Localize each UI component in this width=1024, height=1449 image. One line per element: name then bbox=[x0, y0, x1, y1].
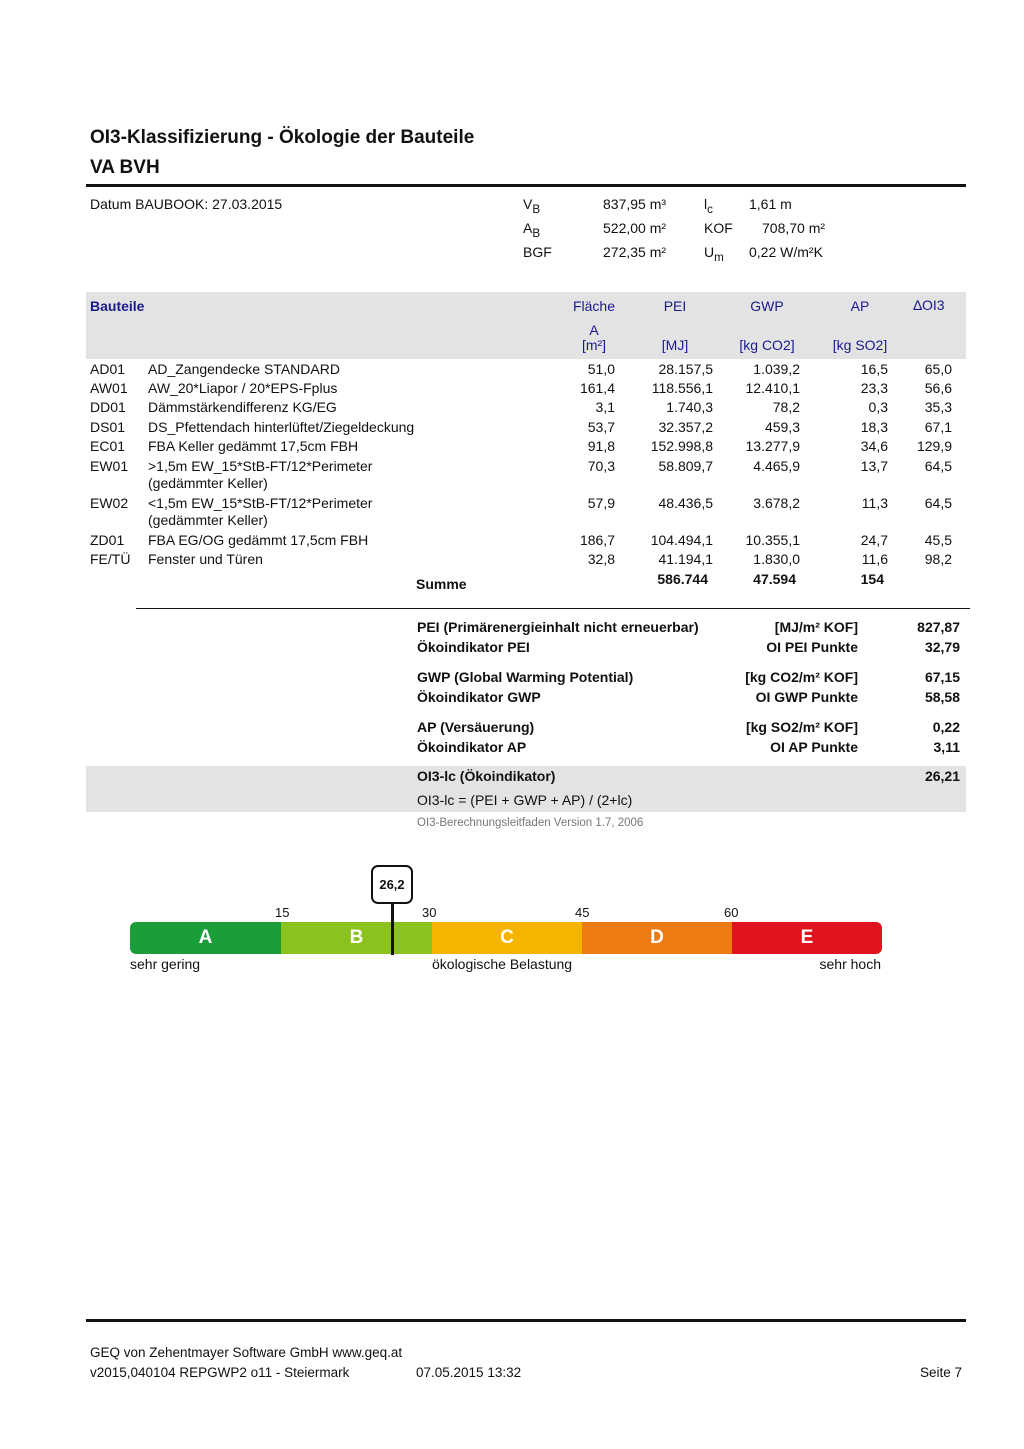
row-flaeche: 53,7 bbox=[587, 419, 615, 435]
um-label: $U_m$ bbox=[704, 244, 724, 264]
bgf-value: 272,35 m² bbox=[603, 244, 667, 260]
footer-date: 07.05.2015 13:32 bbox=[416, 1365, 522, 1380]
row-code: ZD01 bbox=[90, 532, 125, 548]
row-code: AD01 bbox=[90, 361, 126, 377]
kof-value: 708,70 m² bbox=[762, 220, 826, 236]
row-name: AD_Zangendecke STANDARD bbox=[148, 361, 340, 377]
indicator-unit: [kg SO2/m² KOF] bbox=[745, 719, 858, 735]
row-code: EC01 bbox=[90, 438, 126, 454]
header-flaeche-a: A bbox=[589, 322, 599, 338]
row-delta-oi3: 64,5 bbox=[924, 458, 952, 474]
row-flaeche: 70,3 bbox=[587, 458, 615, 474]
row-ap: 34,6 bbox=[860, 438, 888, 454]
row-name: Fenster und Türen bbox=[148, 551, 263, 567]
indicator-label: AP (Versäuerung) bbox=[417, 719, 535, 735]
oekoindikator-label: Ökoindikator GWP bbox=[417, 689, 541, 705]
row-flaeche: 161,4 bbox=[579, 380, 615, 396]
tick-15: 15 bbox=[275, 905, 290, 920]
row-ap: 11,6 bbox=[861, 551, 888, 567]
kof-label: KOF bbox=[704, 220, 733, 236]
scale-low-label: sehr gering bbox=[130, 956, 201, 972]
header-gwp: GWP bbox=[750, 298, 784, 314]
oekoindikator-unit: OI PEI Punkte bbox=[766, 639, 858, 655]
row-delta-oi3: 98,2 bbox=[924, 551, 952, 567]
row-name: FBA EG/OG gedämmt 17,5cm FBH bbox=[148, 532, 369, 548]
summe-label: Summe bbox=[416, 576, 467, 592]
row-pei: 1.740,3 bbox=[666, 399, 713, 415]
row-pei: 28.157,5 bbox=[658, 361, 713, 377]
bgf-label: BGF bbox=[523, 244, 552, 260]
class-e-segment: E bbox=[732, 922, 882, 954]
row-code: DD01 bbox=[90, 399, 126, 415]
row-gwp: 12.410,1 bbox=[745, 380, 800, 396]
row-pei: 118.556,1 bbox=[651, 380, 713, 396]
summe-ap: 154 bbox=[860, 571, 884, 587]
row-delta-oi3: 65,0 bbox=[924, 361, 952, 377]
indicator-value: 67,15 bbox=[924, 669, 960, 685]
header-ap-unit: [kg SO2] bbox=[832, 337, 888, 353]
footer-version: v2015,040104 REPGWP2 o11 - Steiermark bbox=[90, 1365, 350, 1380]
ab-value: 522,00 m² bbox=[603, 220, 667, 236]
summe-pei: 586.744 bbox=[657, 571, 708, 587]
header-flaeche-unit: [m²] bbox=[581, 337, 607, 353]
vb-label: $V_B$ bbox=[523, 196, 541, 216]
indicator-value: 827,87 bbox=[917, 619, 960, 635]
indicator-unit: [MJ/m² KOF] bbox=[774, 619, 858, 635]
scale-mid-label: ökologische Belastung bbox=[432, 956, 573, 972]
row-gwp: 13.277,9 bbox=[745, 438, 800, 454]
row-flaeche: 91,8 bbox=[587, 438, 615, 454]
oekoindikator-value: 3,11 bbox=[933, 739, 960, 755]
title-rule bbox=[86, 184, 966, 187]
row-pei: 152.998,8 bbox=[650, 438, 713, 454]
row-gwp: 3.678,2 bbox=[753, 495, 800, 511]
tick-30: 30 bbox=[422, 905, 437, 920]
ab-label: $A_B$ bbox=[523, 220, 541, 240]
row-ap: 18,3 bbox=[860, 419, 888, 435]
vb-value: 837,95 m³ bbox=[603, 196, 667, 212]
um-value: 0,22 W/m²K bbox=[749, 244, 823, 260]
oi3-label: OI3-lc (Ökoindikator) bbox=[417, 768, 556, 784]
row-delta-oi3: 129,9 bbox=[916, 438, 952, 454]
row-name-continued: (gedämmter Keller) bbox=[148, 475, 268, 491]
page-subtitle: VA BVH bbox=[90, 157, 160, 178]
header-ap: AP bbox=[850, 298, 870, 314]
row-pei: 58.809,7 bbox=[658, 458, 713, 474]
row-flaeche: 3,1 bbox=[595, 399, 615, 415]
class-d-segment: D bbox=[582, 922, 732, 954]
row-ap: 24,7 bbox=[860, 532, 888, 548]
oekoindikator-label: Ökoindikator PEI bbox=[417, 639, 530, 655]
indicator-label: PEI (Primärenergieinhalt nicht erneuerbar) bbox=[417, 619, 699, 635]
row-name: AW_20*Liapor / 20*EPS-Fplus bbox=[148, 380, 338, 396]
row-delta-oi3: 67,1 bbox=[924, 419, 952, 435]
footer-company: GEQ von Zehentmayer Software GmbH www.geq.at bbox=[90, 1345, 403, 1360]
row-ap: 16,5 bbox=[860, 361, 888, 377]
row-flaeche: 32,8 bbox=[587, 551, 615, 567]
row-delta-oi3: 64,5 bbox=[924, 495, 952, 511]
row-name: FBA Keller gedämmt 17,5cm FBH bbox=[148, 438, 359, 454]
header-flaeche: Fläche bbox=[572, 298, 616, 314]
tick-60: 60 bbox=[724, 905, 739, 920]
row-pei: 48.436,5 bbox=[658, 495, 713, 511]
oi3-value: 26,21 bbox=[924, 768, 960, 784]
lc-value: 1,61 m bbox=[749, 196, 792, 212]
row-flaeche: 186,7 bbox=[579, 532, 615, 548]
row-ap: 13,7 bbox=[860, 458, 888, 474]
row-gwp: 4.465,9 bbox=[753, 458, 800, 474]
row-code: FE/TÜ bbox=[90, 551, 131, 567]
oekoindikator-label: Ökoindikator AP bbox=[417, 739, 527, 755]
class-a-segment: A bbox=[130, 922, 281, 954]
oi3-formula: OI3-lc = (PEI + GWP + AP) / (2+lc) bbox=[417, 792, 633, 808]
datum: Datum BAUBOOK: 27.03.2015 bbox=[90, 196, 283, 212]
header-gwp-unit: [kg CO2] bbox=[739, 337, 795, 353]
row-delta-oi3: 45,5 bbox=[924, 532, 952, 548]
row-name: Dämmstärkendifferenz KG/EG bbox=[148, 399, 337, 415]
row-gwp: 1.830,0 bbox=[753, 551, 800, 567]
row-delta-oi3: 35,3 bbox=[924, 399, 952, 415]
row-pei: 104.494,1 bbox=[650, 532, 713, 548]
row-code: AW01 bbox=[90, 380, 128, 396]
row-ap: 23,3 bbox=[860, 380, 888, 396]
row-code: EW01 bbox=[90, 458, 129, 474]
indicator-unit: [kg CO2/m² KOF] bbox=[745, 669, 858, 685]
row-ap: 11,3 bbox=[861, 495, 888, 511]
oekoindikator-unit: OI AP Punkte bbox=[770, 739, 858, 755]
row-code: EW02 bbox=[90, 495, 129, 511]
class-b-segment: B bbox=[281, 922, 432, 954]
row-name: DS_Pfettendach hinterlüftet/Ziegeldeckung bbox=[148, 419, 415, 435]
row-code: DS01 bbox=[90, 419, 126, 435]
header-bauteile: Bauteile bbox=[90, 298, 145, 314]
header-delta-oi3: ∆OI3 bbox=[913, 297, 945, 313]
indicator-value: 0,22 bbox=[932, 719, 960, 735]
tick-45: 45 bbox=[575, 905, 590, 920]
marker-badge: 26,2 bbox=[371, 865, 413, 904]
row-flaeche: 51,0 bbox=[587, 361, 615, 377]
row-name: >1,5m EW_15*StB-FT/12*Perimeter bbox=[148, 458, 373, 474]
row-flaeche: 57,9 bbox=[587, 495, 615, 511]
indicator-label: GWP (Global Warming Potential) bbox=[417, 669, 634, 685]
footer-rule bbox=[86, 1319, 966, 1322]
page-title: OI3-Klassifizierung - Ökologie der Bauteile bbox=[90, 127, 475, 148]
header-pei-unit: [MJ] bbox=[661, 337, 689, 353]
row-name-continued: (gedämmter Keller) bbox=[148, 512, 268, 528]
oekoindikator-value: 58,58 bbox=[924, 689, 960, 705]
class-c-segment: C bbox=[432, 922, 582, 954]
row-ap: 0,3 bbox=[868, 399, 888, 415]
oekoindikator-unit: OI GWP Punkte bbox=[755, 689, 858, 705]
row-gwp: 78,2 bbox=[772, 399, 800, 415]
row-pei: 32.357,2 bbox=[658, 419, 713, 435]
header-pei: PEI bbox=[663, 298, 687, 314]
row-gwp: 1.039,2 bbox=[753, 361, 800, 377]
row-pei: 41.194,1 bbox=[658, 551, 713, 567]
oekoindikator-value: 32,79 bbox=[924, 639, 960, 655]
row-gwp: 459,3 bbox=[764, 419, 800, 435]
row-name: <1,5m EW_15*StB-FT/12*Perimeter bbox=[148, 495, 373, 511]
footer-page: Seite 7 bbox=[919, 1365, 962, 1380]
marker-line bbox=[391, 900, 394, 955]
lc-label: $l_c$ bbox=[704, 196, 713, 216]
oi3-note: OI3-Berechnungsleitfaden Version 1.7, 2006 bbox=[417, 817, 644, 829]
summary-rule bbox=[136, 608, 970, 609]
summe-gwp: 47.594 bbox=[753, 571, 796, 587]
row-gwp: 10.355,1 bbox=[745, 532, 800, 548]
row-delta-oi3: 56,6 bbox=[924, 380, 952, 396]
scale-high-label: sehr hoch bbox=[819, 956, 881, 972]
